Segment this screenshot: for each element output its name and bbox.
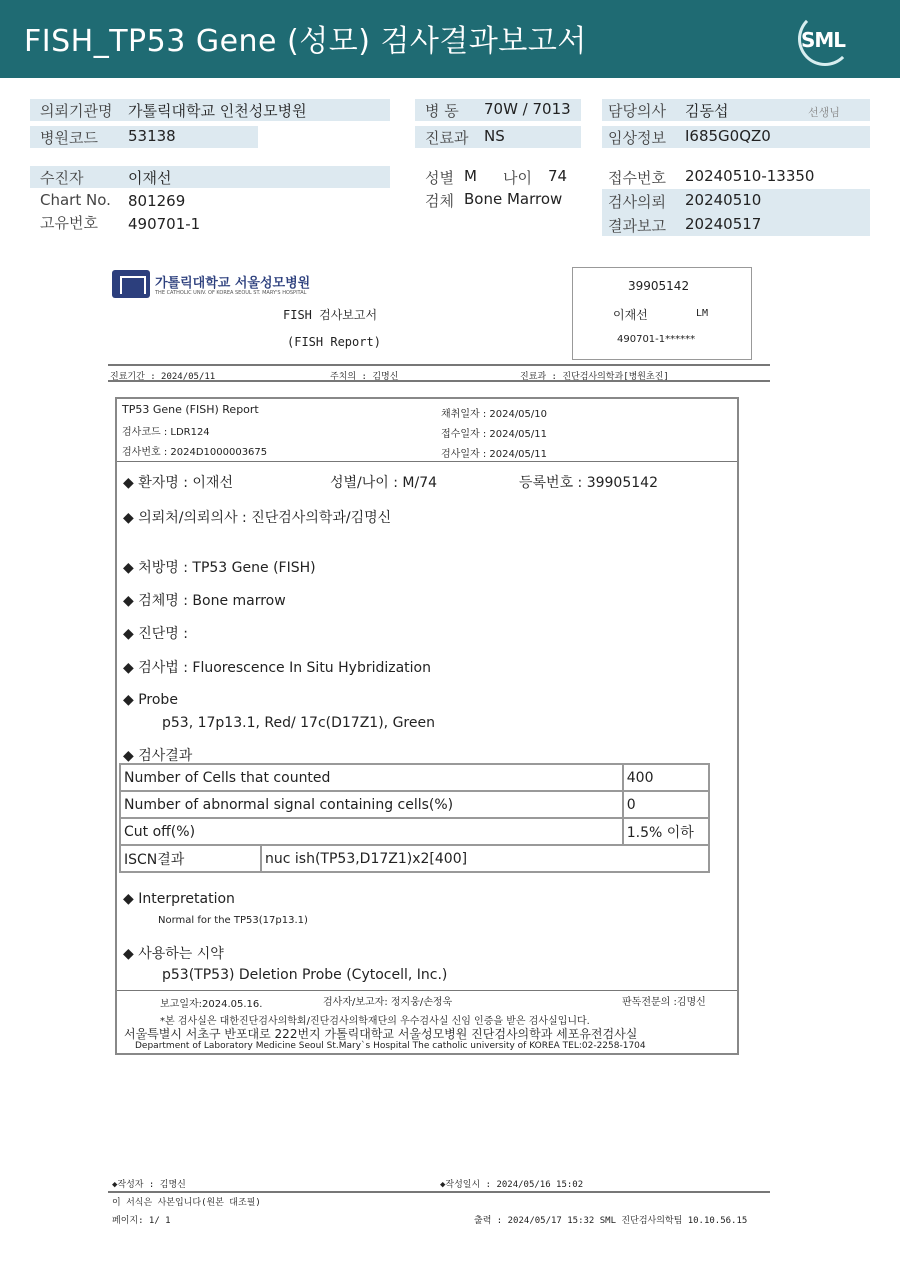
divider-top [108, 364, 770, 366]
interpretation-detail: Normal for the TP53(17p13.1) [158, 915, 308, 926]
id-name: 이재선 [613, 308, 648, 322]
requested-value: 20240510 [685, 191, 762, 209]
diagnosis-line: ◆ 진단명 : [123, 626, 188, 642]
result-value: 0 [623, 791, 709, 818]
clinical-value: I685G0QZ0 [685, 127, 771, 145]
chart-label: Chart No. [40, 191, 111, 209]
result-label: Cut off(%) [120, 818, 623, 845]
doctor-value: 김동섭 [685, 102, 729, 120]
result-label: Number of Cells that counted [120, 764, 623, 791]
uid-label: 고유번호 [40, 214, 98, 232]
tester: 검사자/보고자: 정지웅/손정욱 [323, 997, 453, 1008]
probe-detail: p53, 17p13.1, Red/ 17c(D17Z1), Green [162, 715, 435, 731]
lab-address-en: Department of Laboratory Medicine Seoul St.Mary`s Hospital The catholic university of KOREA TEL:02-2258-1704 [135, 1041, 646, 1051]
writer: ◆작성자 : 김명신 [112, 1180, 186, 1190]
referrer-line: ◆ 의뢰처/의뢰의사 : 진단검사의학과/김명신 [123, 510, 392, 526]
uid-value: 490701-1 [128, 215, 201, 233]
footer-divider [117, 990, 737, 991]
id-tag: LM [696, 308, 709, 319]
id-number: 39905142 [628, 279, 690, 293]
hospital-name-en: THE CATHOLIC UNIV. OF KOREA SEOUL ST. MARY'S HOSPITAL [155, 290, 307, 296]
result-value: 400 [623, 764, 709, 791]
dept-value: NS [484, 127, 505, 145]
sex-label: 성별 [425, 169, 454, 187]
reagent-line: ◆ 사용하는 시약 [123, 946, 224, 962]
certification-note: *본 검사실은 대한진단검사의학회/진단검사의학재단의 우수검사실 신임 인증을 받은 검사실입니다. [160, 1016, 590, 1027]
probe-line: ◆ Probe [123, 692, 178, 708]
hosp-code-label: 병원코드 [40, 129, 98, 147]
reported-value: 20240517 [685, 215, 762, 233]
lab-address: 서울특별시 서초구 반포대로 222번지 가톨릭대학교 서울성모병원 진단검사의학과 세포유전검사실 [124, 1027, 638, 1041]
req-org-label: 의뢰기관명 [40, 102, 113, 120]
ward-value: 70W / 7013 [484, 100, 571, 118]
sex-value: M [464, 167, 477, 185]
hosp-code-value: 53138 [128, 127, 176, 145]
order-line: ◆ 처방명 : TP53 Gene (FISH) [123, 560, 316, 576]
iscn-label: ISCN결과 [120, 845, 261, 872]
test-code: 검사코드 : LDR124 [122, 427, 210, 438]
patient-value: 이재선 [128, 169, 172, 187]
test-name: TP53 Gene (FISH) Report [122, 403, 259, 416]
patient-line: ◆ 환자명 : 이재선 [123, 475, 233, 491]
specimen-label: 검체 [425, 192, 454, 210]
sex-age-line: 성별/나이 : M/74 [330, 475, 438, 491]
bottom-divider [108, 1191, 770, 1193]
visit-period: 진료기간 : 2024/05/11 [110, 372, 216, 382]
divider-bottom [108, 380, 770, 382]
table-row [120, 845, 709, 872]
doctor-suffix: 선생님 [808, 106, 840, 119]
table-row [120, 764, 709, 791]
fish-report-title-en: (FISH Report) [287, 335, 381, 349]
report-title: FISH_TP53 Gene (성모) 검사결과보고서 [24, 24, 587, 59]
attending-doctor: 주치의 : 김명신 [330, 372, 399, 382]
specimen-line: ◆ 검체명 : Bone marrow [123, 593, 286, 609]
result-value: 1.5% 이하 [623, 818, 709, 845]
result-table [119, 763, 710, 873]
table-row [120, 791, 709, 818]
clinical-label: 임상정보 [608, 129, 666, 147]
reagent-detail: p53(TP53) Deletion Probe (Cytocell, Inc.) [162, 967, 448, 983]
interpretation-line: ◆ Interpretation [123, 891, 235, 907]
sml-logo-text: SML [801, 28, 846, 52]
test-number: 검사번호 : 2024D1000003675 [122, 447, 268, 458]
id-rrn: 490701-1****** [617, 334, 696, 345]
fish-report-title: FISH 검사보고서 [283, 308, 378, 322]
written-date: ◆작성일시 : 2024/05/16 15:02 [440, 1180, 584, 1190]
table-row [120, 818, 709, 845]
received-date: 접수일자 : 2024/05/11 [441, 429, 548, 440]
tested-date: 검사일자 : 2024/05/11 [441, 449, 548, 460]
hospital-logo-icon [112, 270, 150, 298]
result-label: Number of abnormal signal containing cells(%) [120, 791, 623, 818]
age-label: 나이 [503, 169, 532, 187]
ward-label: 병 동 [425, 102, 459, 120]
chart-value: 801269 [128, 192, 186, 210]
registration-line: 등록번호 : 39905142 [519, 475, 658, 491]
patient-band [30, 166, 390, 188]
req-org-value: 가톨릭대학교 인천성모병원 [128, 102, 307, 120]
hospital-name: 가톨릭대학교 서울성모병원 [155, 276, 311, 291]
info-divider [117, 461, 737, 462]
visit-dept: 진료과 : 진단검사의학과[병원초진] [520, 372, 669, 382]
collected-date: 채취일자 : 2024/05/10 [441, 409, 548, 420]
specimen-value: Bone Marrow [464, 190, 563, 208]
printed-info: 출력 : 2024/05/17 15:32 SML 진단검사의학팀 10.10.56.15 [474, 1216, 748, 1226]
report-date: 보고일자:2024.05.16. [160, 999, 263, 1010]
doctor-label: 담당의사 [608, 102, 666, 120]
dept-label: 진료과 [425, 129, 469, 147]
copy-note: 이 서식은 사본입니다(원본 대조필) [112, 1198, 261, 1208]
age-value: 74 [548, 167, 568, 185]
iscn-value: nuc ish(TP53,D17Z1)x2[400] [261, 845, 709, 872]
page-number: 페이지: 1/ 1 [112, 1216, 171, 1226]
title-bar [0, 0, 900, 78]
receipt-label: 접수번호 [608, 169, 666, 187]
method-line: ◆ 검사법 : Fluorescence In Situ Hybridization [123, 660, 431, 676]
specialist: 판독전문의 :김명신 [622, 997, 706, 1008]
receipt-value: 20240510-13350 [685, 167, 815, 185]
reported-label: 결과보고 [608, 217, 666, 235]
result-heading: ◆ 검사결과 [123, 748, 193, 764]
patient-label: 수진자 [40, 169, 84, 187]
requested-label: 검사의뢰 [608, 193, 666, 211]
